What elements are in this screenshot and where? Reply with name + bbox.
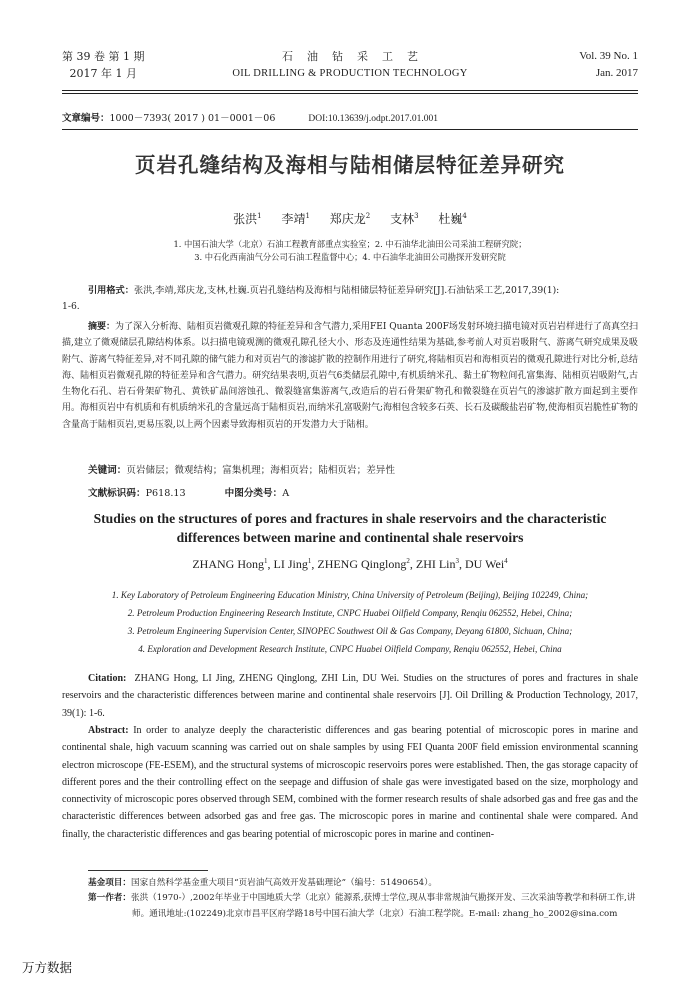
author-cn: 支林$^3$ <box>390 212 419 226</box>
affiliation-en-line: 3. Petroleum Engineering Supervision Center, SINOPEC Southwest Oil & Gas Company, Deyang 61800, Sichuan, China; <box>127 626 573 636</box>
doi: DOI:10.13639/j.odpt.2017.01.001 <box>308 114 438 124</box>
citation-cn-label: 引用格式： <box>88 285 134 296</box>
author-cn: 李靖$^1$ <box>281 212 310 226</box>
keywords-cn-text: 页岩储层；微观结构；富集机理；海相页岩；陆相页岩；差异性 <box>126 465 395 476</box>
running-header <box>62 48 638 84</box>
volume-issue-en: Vol. 39 No. 1 <box>579 50 638 62</box>
article-rule <box>62 129 638 130</box>
watermark: 万方数据 <box>22 960 73 975</box>
footnote-rule <box>88 870 208 871</box>
header-rule-thick <box>62 90 638 91</box>
abstract-cn <box>62 319 638 433</box>
bio-label: 第一作者： <box>88 893 131 903</box>
abstract-en-text: In order to analyze deeply the characteristic differences and gas bearing potential of microscopic pores in marine and continental shale, high vacuum scanning was carried out on shale samples by using FEI Quanta 200F field emission environmental scanning electron microscope (FE-ESEM), and the structural systems of microscopic reservoirs pores were established. Then, the gas storage capacity of different pores and the their controlling effect on the seepage and diffusion of shale gas were investigated based on the size, morphology and connectivity of microscopic pores observed through SEM, combined with the former research results of shale adsorbed gas and free gas and the characteristic differences between adsorbed gas and free gas. The microscopic pores in marine and continental shale were compared. And finally, the characteristic differences and gas bearing potential of microscopic pores in marine and continen- <box>62 725 638 840</box>
affiliation-cn-line: 1. 中国石油大学（北京）石油工程教育部重点实验室；2. 中石油华北油田公司采油工程研究院； <box>173 239 527 249</box>
article-number-label: 文章编号： <box>62 113 110 124</box>
abstract-en <box>62 722 638 843</box>
clc-value: A <box>282 488 290 499</box>
funding-label: 基金项目： <box>88 878 131 888</box>
affiliations-en <box>62 586 638 658</box>
affiliations-cn <box>0 238 700 264</box>
citation-cn-text: 张洪,李靖,郑庆龙,支林,杜巍.页岩孔缝结构及海相与陆相储层特征差异研究[J].石油钻采工艺,2017,39(1): <box>133 285 560 296</box>
citation-cn-pages: 1-6. <box>62 301 80 312</box>
classification-cn <box>88 485 289 499</box>
authors-en <box>0 557 700 572</box>
journal-name-en: OIL DRILLING & PRODUCTION TECHNOLOGY <box>232 68 468 79</box>
title-en-line: Studies on the structures of pores and fractures in shale reservoirs and the characteristic <box>93 511 607 526</box>
clc-label: 中图分类号： <box>224 488 283 499</box>
citation-en-label: Citation: <box>88 673 127 684</box>
article-number-line <box>62 110 438 124</box>
citation-en-text: ZHANG Hong, LI Jing, ZHENG Qinglong, ZHI Lin, DU Wei. Studies on the structures of pores and fractures in shale reservoirs and the characteristic differences between marine and continental shale reservoirs [J]. Oil Drilling & Production Technology, 2017, 39(1): 1-6. <box>62 673 639 719</box>
author-cn: 杜巍$^4$ <box>438 212 467 226</box>
abstract-en-label: Abstract: <box>88 725 129 736</box>
doc-code-value: P618.13 <box>145 488 186 499</box>
abstract-cn-text: 为了深入分析海、陆相页岩微观孔隙的特征差异和含气潜力,采用FEI Quanta 200F场发射环境扫描电镜对页岩岩样进行了高真空扫描,建立了微观储层孔隙结构体系。以扫描电镜观测的微观孔隙孔径大小、形态及连通性结果为基础,参考前人对页岩吸附气、游离气研究成果及吸附气、游离气特征差异,对不同孔隙的储气能力和对页岩气的渗滤扩散的控制作用进行了研究,将陆相页岩和海相页岩的微观孔隙进行对比分析,总结海、陆相页岩微观孔隙的特征差异和含气潜力。研究结果表明,页岩气6类储层孔隙中,有机质纳米孔、黏土矿物粒间孔富集海、陆相页岩吸附气,古生物化石孔、岩石骨架矿物孔、黄铁矿晶间溶蚀孔、微裂缝富集游离气,改造后的岩石骨架矿物孔和微裂缝在页岩气的渗滤扩散方面起到主要作用。海相页岩中有机质和有机质纳米孔的含量远高于陆相页岩,而纳米孔富吸附气;海相包含较多石英、长石及碳酸盐岩矿物,使海相页岩脆性矿物的含量高于陆相页岩,更易压裂,以上两个因素导致海相页岩的开发潜力大于陆相。 <box>62 322 638 430</box>
author-en: ZHI Lin$^3$, <box>415 557 466 571</box>
funding-note <box>88 876 638 891</box>
abstract-cn-label: 摘要： <box>88 322 116 332</box>
funding-text: 国家自然科学基金重大项目“页岩油气高效开发基础理论”（编号：51490654）。 <box>130 878 438 888</box>
affiliation-en-line: 1. Key Laboratory of Petroleum Engineering Education Ministry, China University of Petroleum (Beijing), Beijing 102249, China; <box>111 590 589 600</box>
authors-cn <box>0 210 700 227</box>
doc-code-label: 文献标识码： <box>88 488 146 499</box>
journal-name-cn: 石油钻采工艺 <box>282 50 432 63</box>
affiliation-en-line: 4. Exploration and Development Research Institute, CNPC Huabei Oilfield Company, Renqiu 062552, Hebei, China <box>138 644 562 654</box>
issue-info-en <box>579 48 638 82</box>
author-cn: 郑庆龙$^2$ <box>329 212 371 226</box>
citation-en <box>62 670 638 722</box>
title-en <box>62 510 638 547</box>
title-cn: 页岩孔缝结构及海相与陆相储层特征差异研究 <box>135 153 565 177</box>
bio-text: 张洪（1970-）,2002年毕业于中国地质大学（北京）能源系,获博士学位,现从事非常规油气勘探开发、三次采油等教学和科研工作,讲师。通讯地址:(102249)北京市昌平区府学路18号中国石油大学（北京）石油工程学院。E-mail: zhang_ho_2002@sina.com <box>130 893 636 919</box>
author-en: LI Jing$^1$, <box>273 557 318 571</box>
date-en: Jan. 2017 <box>595 67 638 79</box>
affiliation-en-line: 2. Petroleum Production Engineering Research Institute, CNPC Huabei Oilfield Company, Renqiu 062552, Hebei, China; <box>127 608 573 618</box>
author-cn: 张洪$^1$ <box>233 212 262 226</box>
author-en: ZHENG Qinglong$^2$, <box>317 557 416 571</box>
date-cn: 2017 年 1 月 <box>69 67 137 80</box>
keywords-cn <box>88 462 395 476</box>
affiliation-cn-line: 3. 中石化西南油气分公司石油工程监督中心；4. 中石油华北油田公司勘探开发研究院 <box>194 252 506 262</box>
citation-cn <box>62 283 638 312</box>
author-en: DU Wei$^4$ <box>465 557 508 571</box>
header-rule-thin <box>62 93 638 94</box>
author-en: ZHANG Hong$^1$, <box>192 557 274 571</box>
keywords-cn-label: 关键词： <box>88 465 127 476</box>
volume-issue-cn: 第 39 卷 第 1 期 <box>62 50 145 63</box>
title-en-line: differences between marine and continental shale reservoirs <box>176 529 524 545</box>
journal-name <box>62 48 638 82</box>
article-number-value: 1000－7393( 2017 ) 01－0001－06 <box>109 113 276 124</box>
author-bio <box>88 891 638 922</box>
